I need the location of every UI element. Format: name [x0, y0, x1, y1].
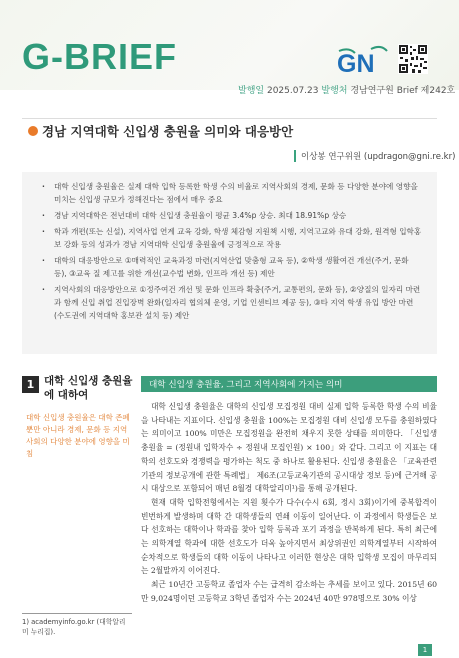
summary-item: · 대학의 대응방안으로 ①매력적인 교육과정 마련(지역산업 맞춤형 교육 등), ②학생 생활여건 개선(주거, 문화 등), ③교육 질 제고를 위한 개선(교수법 변화, 인프라 개선 등) 제안	[42, 254, 423, 280]
issue-info	[238, 83, 455, 96]
section-sidenote: 대학 신입생 충원율은 대학 존폐뿐만 아니라 경제, 문화 등 지역사회의 다양한 분야에 영향을 미침	[26, 413, 130, 458]
issue-date-label: 발행일	[238, 86, 265, 96]
issue-date: 2025.07.23	[266, 86, 319, 96]
author-line: 이상봉 연구위원 (updragon@gni.re.kr)	[294, 150, 455, 162]
document-title: 경남 지역대학 신입생 충원율 의미와 대응방안	[42, 124, 294, 139]
body-paragraph: 대학 신입생 충원율은 대학의 신입생 모집정원 대비 실제 입학 등록한 학생 수의 비율을 나타내는 지표이다. 신입생 충원율 100%는 모집정원 대비 신입생 모두를 충원하였다는 의미이고 100% 미만은 모집정원을 완전히 채우지 못한 상태를 의미한다. 「신입생 충원율 = (정원내 입학자수 ÷ 정원내 모집인원) × 100」와 같다. 그리고 이 지표는 대학의 선호도와 경쟁력을 평가하는 척도 중 하나로 활용된다. 신입생 충원율은 「교육관련기관의 정보공개에 관한 특례법」 제6조(고등교육기관의 공시대상 정보 등)에 근거해 공시 대상으로 포함되어 매년 8월경 대학알리미¹)를 통해 공개된다.	[141, 402, 437, 494]
brand-title: G-BRIEF	[22, 36, 177, 77]
publisher: 경남연구원	[350, 86, 394, 96]
body-text	[141, 400, 437, 606]
issue-number: 제242호	[420, 86, 456, 96]
series-name: Brief	[396, 86, 418, 96]
summary-box	[22, 172, 437, 354]
subheading: 대학 신입생 충원율, 그리고 지역사회에 가지는 의미	[149, 380, 343, 390]
page-number: 1	[418, 644, 432, 656]
summary-item: · 경남 지역대학은 전년대비 대학 신입생 충원율이 평균 3.4%p 상승. 최대 18.91%p 상승	[42, 209, 423, 222]
body-paragraph: 현재 대학 입학전형에서는 지원 횟수가 다수(수시 6회, 정시 3회)이기에 중복합격이 빈번하게 발생하며 대학 간 대학생들의 연쇄 이동이 일어난다. 이 과정에서 학생들은 보다 선호하는 대학이나 학과를 찾아 입학 등록과 포기 과정을 반복하게 된다. 특히 최근에는 의학계열 학과에 대한 선호도가 더욱 높아지면서 최상위권인 의학계열부터 시작하여 순차적으로 학생들의 대학 이동이 나타나고 이러한 현상은 대학 입학생 모집이 마무리되는 2월말까지 이어진다.	[141, 497, 437, 576]
gni-logo	[335, 45, 391, 75]
section-number: 1	[22, 376, 39, 393]
bullet-dot-icon	[28, 126, 38, 136]
summary-item: · 학과 개편(또는 신설), 지역사업 연계 교육 강화, 학생 체감형 지원책 시행, 지역고교와 유대 강화, 원격형 입학홍보 강화 등의 성과가 경남 지역대학 신입생 충원율에 긍정적으로 작용	[42, 225, 423, 251]
body-paragraph: 최근 10년간 고등학교 졸업자 수는 급격히 감소하는 추세를 보이고 있다. 2015년 60만 9,024명이던 고등학교 3학년 졸업자 수는 2024년 40만 978명으로 30% 이상	[141, 580, 437, 603]
qr-code-icon[interactable]	[398, 44, 428, 74]
section-title: 대학 신입생 충원율에 대하여	[44, 375, 133, 401]
header-banner	[0, 0, 459, 96]
summary-item: · 대학 신입생 충원율은 실제 대학 입학 등록한 학생 수의 비율로 지역사회의 경제, 문화 등 다양한 분야에 영향을 미치는 신입생 규모가 정해진다는 점에서 매우 중요	[42, 180, 423, 206]
logo-text: GN	[337, 50, 375, 75]
publisher-label: 발행처	[321, 86, 348, 96]
summary-item: · 지역사회의 대응방안으로 ①정주여건 개선 및 문화 인프라 확충(주거, 교통편의, 문화 등), ②양질의 일자리 마련과 함께 신입 취업 진입장벽 완화(일자리 협의체 운영, 기업 인센티브 제공 등), ③타 지역 학생 유입 방안 마련(수도권에 지역대학 홍보관 설치 등) 제안	[42, 283, 423, 322]
subheading-bar	[141, 376, 437, 392]
footnote: 1) academyinfo.go.kr (대학알리미 누리집).	[22, 613, 132, 637]
